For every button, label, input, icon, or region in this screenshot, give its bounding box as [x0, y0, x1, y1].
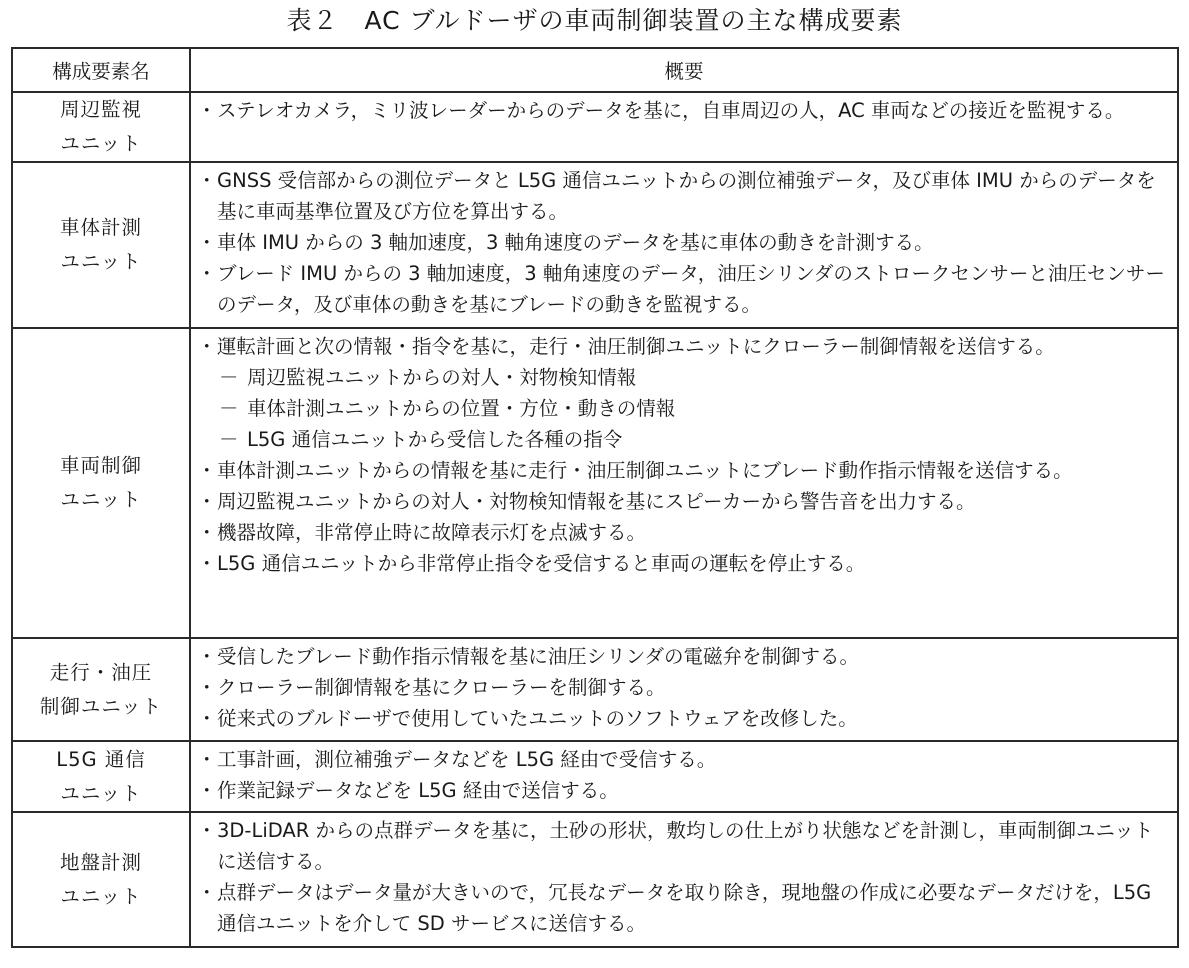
summary-item: [195, 744, 1169, 775]
summary-subitem: [195, 393, 1169, 424]
component-name-line: 制御ユニット: [39, 694, 163, 718]
bullet-marker: ・: [197, 335, 217, 358]
summary-item-text: 車体計測ユニットからの情報を基に走行・油圧制御ユニットにブレード動作指示情報を送信する。: [217, 459, 1073, 482]
summary-subitem: [195, 424, 1169, 455]
dash-marker: －: [219, 366, 239, 389]
summary-subitem-text: 車体計測ユニットからの位置・方位・動きの情報: [247, 397, 676, 420]
summary-item-text: 点群データはデータ量が大きいので，冗長なデータを取り除き，現地盤の作成に必要なデータだけを，L5G 通信ユニットを介して SD サービスに送信する。: [217, 881, 1152, 935]
summary-item-text: 機器故障，非常停止時に故障表示灯を点滅する。: [217, 521, 647, 544]
component-name-line: ユニット: [60, 884, 142, 908]
bullet-marker: ・: [197, 99, 217, 122]
component-name-cell: [12, 638, 190, 741]
summary-cell: [190, 741, 1178, 812]
summary-item-text: GNSS 受信部からの測位データと L5G 通信ユニットからの測位補強データ，及び車体 IMU からのデータを基に車両基準位置及び方位を算出する。: [217, 169, 1156, 223]
bullet-marker: ・: [197, 231, 217, 254]
summary-item: [195, 703, 1169, 734]
bullet-marker: ・: [197, 881, 217, 904]
summary-item-text: L5G 通信ユニットから非常停止指令を受信すると車両の運転を停止する。: [217, 552, 866, 575]
component-name-line: 地盤計測: [59, 850, 142, 874]
summary-item-text: 作業記録データなどを L5G 経由で送信する。: [217, 779, 619, 802]
summary-item: [195, 258, 1169, 320]
summary-cell: [190, 328, 1178, 638]
summary-item-text: 工事計画，測位補強データなどを L5G 経由で受信する。: [217, 748, 717, 771]
summary-item: [195, 227, 1169, 258]
summary-cell: [190, 638, 1178, 741]
column-header-summary: 概要: [190, 48, 1178, 92]
summary-subitem-text: L5G 通信ユニットから受信した各種の指令: [247, 428, 623, 451]
summary-item: [195, 95, 1169, 126]
summary-item: [195, 486, 1169, 517]
table-row: [12, 162, 1178, 328]
dash-marker: －: [219, 397, 239, 420]
bullet-marker: ・: [197, 819, 217, 842]
component-name-cell: [12, 812, 190, 947]
bullet-marker: ・: [197, 707, 217, 730]
component-name-line: ユニット: [60, 250, 142, 273]
column-header-name: 構成要素名: [12, 48, 190, 92]
bullet-marker: ・: [197, 552, 217, 575]
summary-item: [195, 517, 1169, 548]
table-body: [12, 92, 1178, 947]
component-name-line: ユニット: [60, 488, 142, 511]
summary-subitem: [195, 362, 1169, 393]
component-name-line: 車両制御: [59, 454, 142, 477]
component-name-cell: [12, 162, 190, 328]
dash-marker: －: [219, 428, 239, 451]
summary-item: [195, 331, 1169, 362]
bullet-marker: ・: [197, 676, 217, 699]
summary-item: [195, 877, 1169, 939]
component-name-cell: [12, 328, 190, 638]
summary-item-text: 車体 IMU からの 3 軸加速度，3 軸角速度のデータを基に車体の動きを計測する。: [217, 231, 934, 254]
component-name-line: L5G 通信: [56, 747, 146, 771]
table-row: [12, 638, 1178, 741]
table-row: [12, 328, 1178, 638]
summary-item-text: 受信したブレード動作指示情報を基に油圧シリンダの電磁弁を制御する。: [217, 645, 859, 668]
table-row: [12, 812, 1178, 947]
components-table: [11, 47, 1179, 948]
component-name-cell: [12, 92, 190, 162]
summary-item-text: 周辺監視ユニットからの対人・対物検知情報を基にスピーカーから警告音を出力する。: [217, 490, 976, 513]
summary-item-text: 3D-LiDAR からの点群データを基に，土砂の形状，敷均しの仕上がり状態などを計測し，車両制御ユニットに送信する。: [217, 819, 1154, 873]
summary-item: [195, 641, 1169, 672]
component-name-line: 車体計測: [59, 216, 142, 239]
summary-subitem-text: 周辺監視ユニットからの対人・対物検知情報: [247, 366, 637, 389]
bullet-marker: ・: [197, 459, 217, 482]
table-row: [12, 92, 1178, 162]
summary-item-text: ステレオカメラ，ミリ波レーダーからのデータを基に，自車周辺の人，AC 車両などの接近を監視する。: [217, 99, 1125, 122]
bullet-marker: ・: [197, 490, 217, 513]
table-caption: 表２ AC ブルドーザの車両制御装置の主な構成要素: [286, 6, 903, 35]
summary-cell: [190, 162, 1178, 328]
summary-item: [195, 455, 1169, 486]
summary-item-text: クローラー制御情報を基にクローラーを制御する。: [217, 676, 666, 699]
bullet-marker: ・: [197, 748, 217, 771]
bullet-marker: ・: [197, 521, 217, 544]
summary-item-text: ブレード IMU からの 3 軸加速度，3 軸角速度のデータ，油圧シリンダのストロークセンサーと油圧センサーのデータ，及び車体の動きを基にブレードの動きを監視する。: [217, 262, 1165, 316]
bullet-marker: ・: [197, 262, 217, 285]
component-name-line: ユニット: [60, 781, 142, 805]
bullet-marker: ・: [197, 779, 217, 802]
summary-cell: [190, 92, 1178, 162]
summary-item: [195, 672, 1169, 703]
summary-item: [195, 775, 1169, 806]
table-row: [12, 741, 1178, 812]
summary-cell: [190, 812, 1178, 947]
component-name-cell: [12, 741, 190, 812]
table-header-row: [12, 48, 1178, 92]
bullet-marker: ・: [197, 645, 217, 668]
component-name-line: 周辺監視: [59, 98, 142, 121]
summary-item: [195, 548, 1169, 579]
component-name-line: ユニット: [60, 132, 142, 155]
summary-item-text: 従来式のブルドーザで使用していたユニットのソフトウェアを改修した。: [217, 707, 858, 730]
summary-item: [195, 815, 1169, 877]
bullet-marker: ・: [197, 169, 217, 192]
component-name-line: 走行・油圧: [49, 660, 153, 684]
summary-item: [195, 165, 1169, 227]
summary-item-text: 運転計画と次の情報・指令を基に，走行・油圧制御ユニットにクローラー制御情報を送信する。: [217, 335, 1055, 358]
